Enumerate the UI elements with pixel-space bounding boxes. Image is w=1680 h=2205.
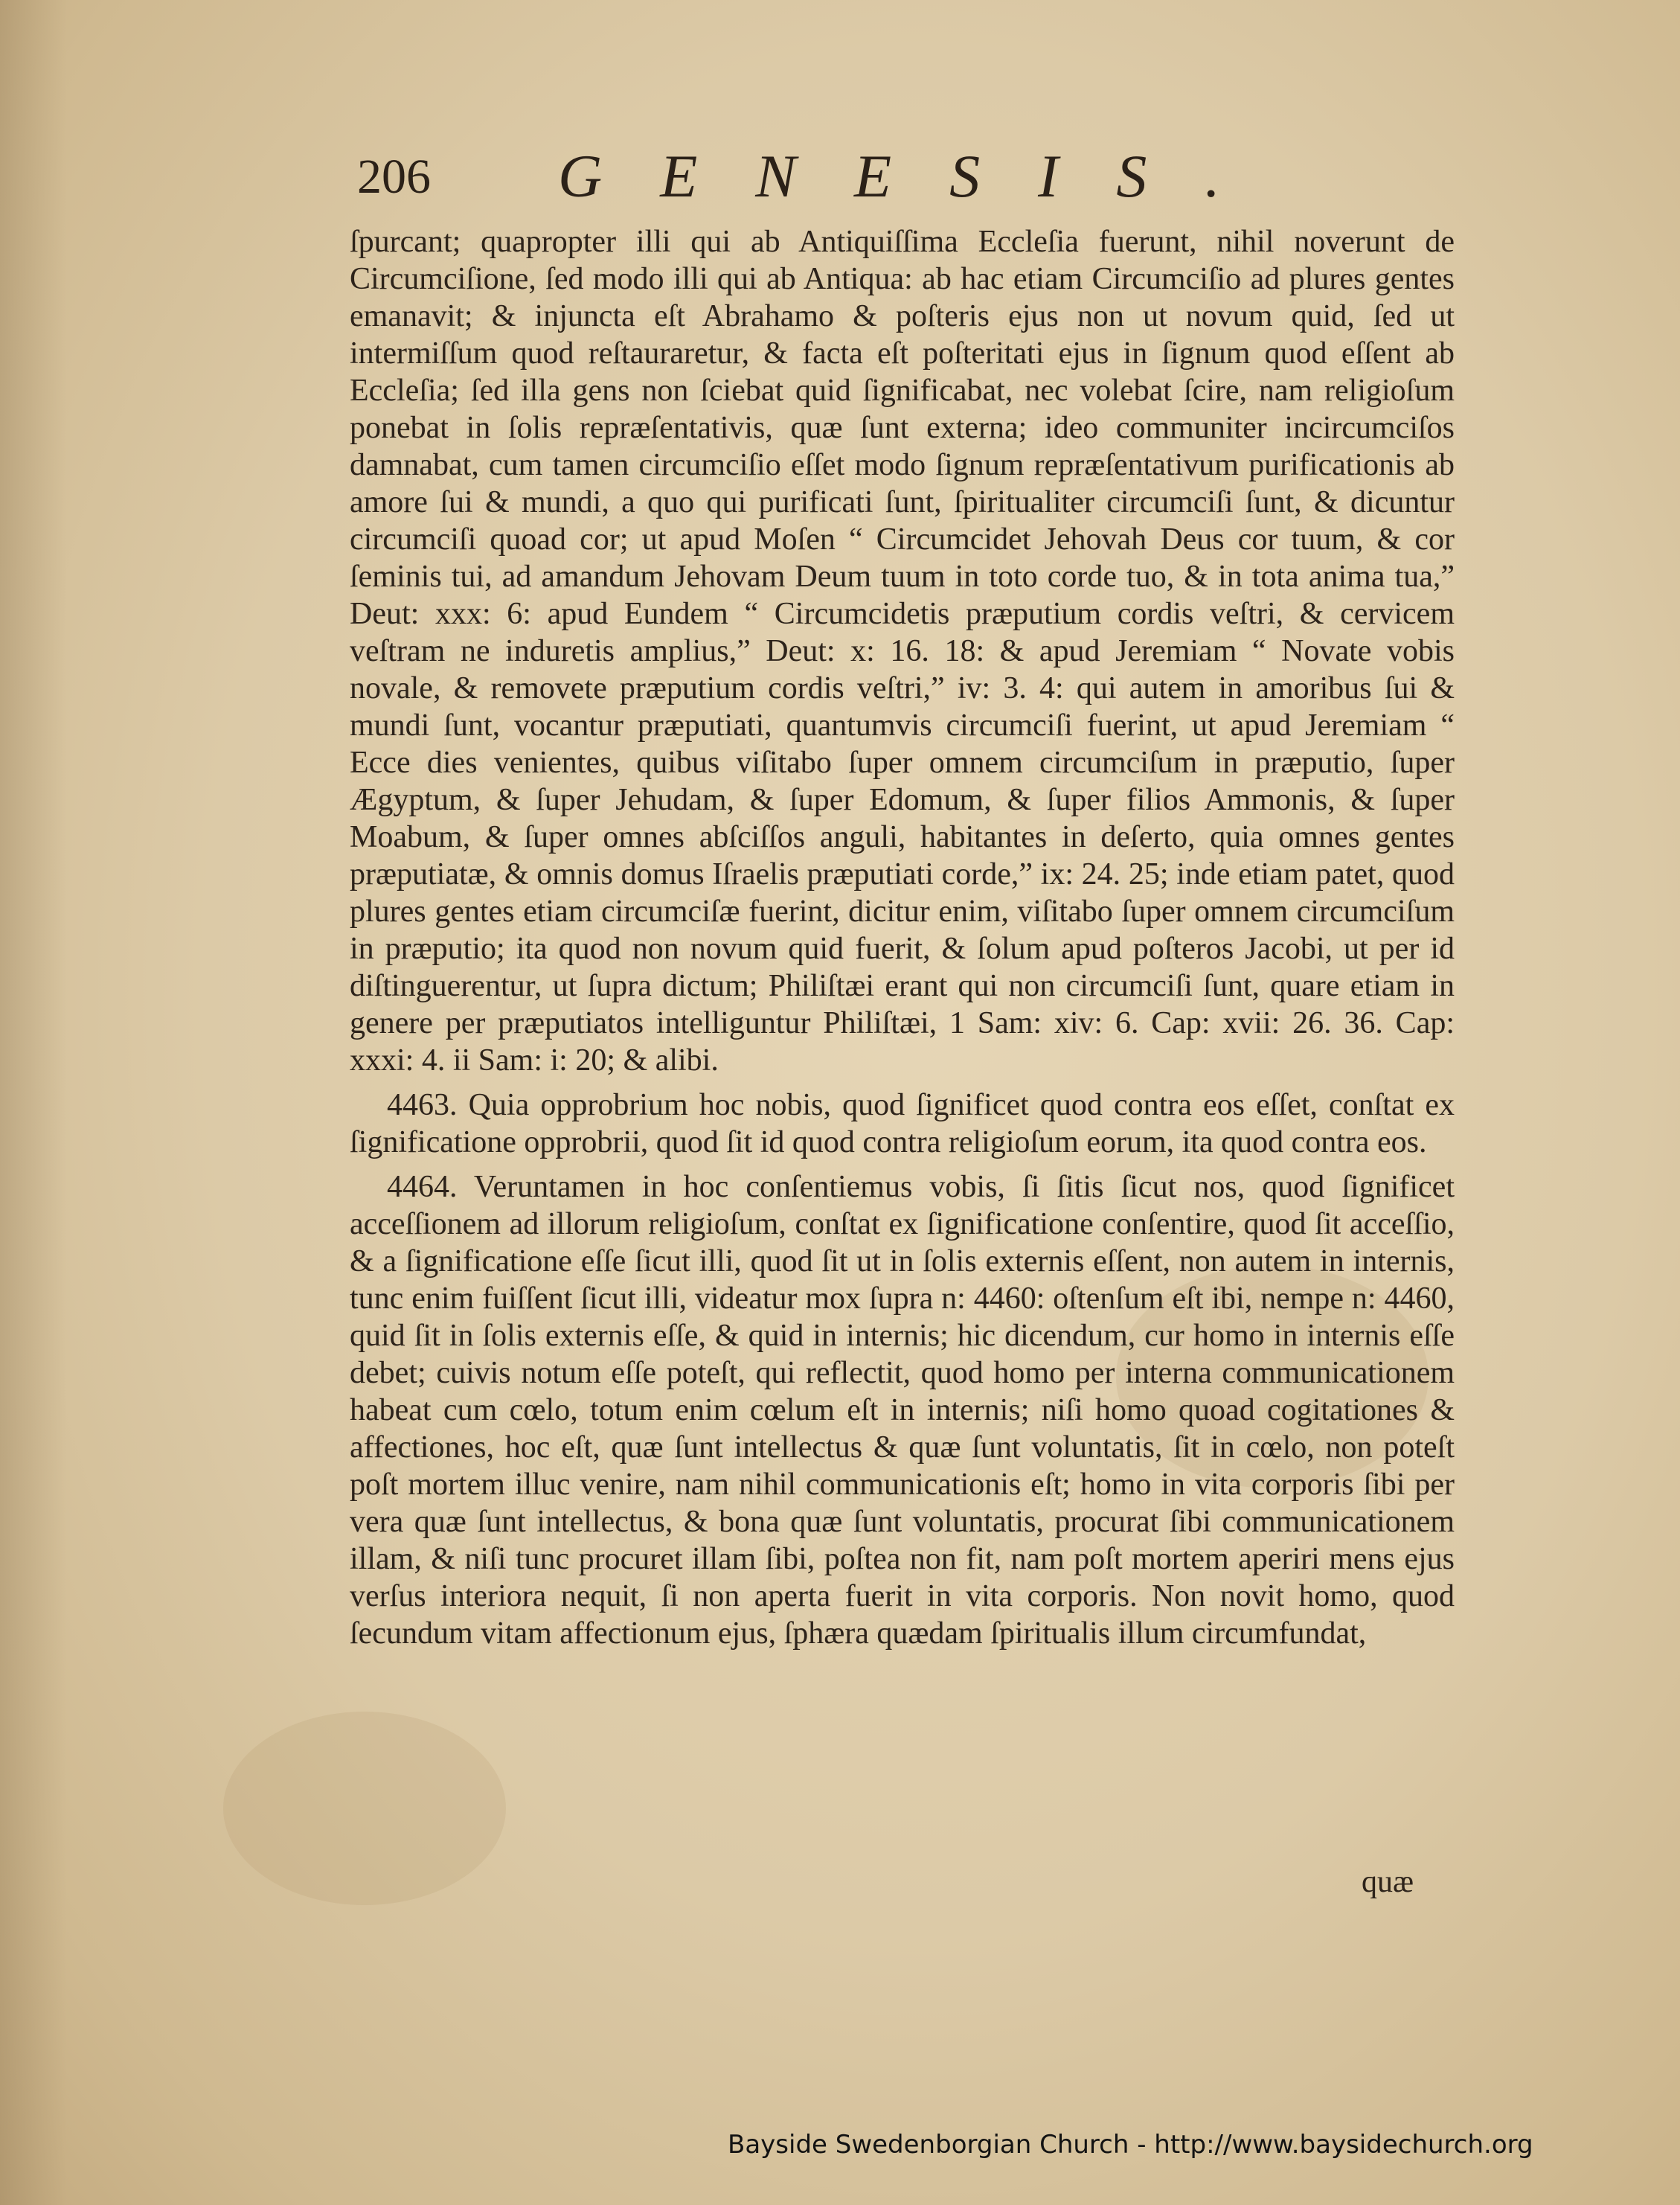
- paragraph-continued: ſpurcant; quapropter illi qui ab Antiquiſſima Eccleſia fuerunt, nihil noverunt de Circumciſione, ſed modo illi qui ab Antiqua: ab hac etiam Circumciſio ad plures gentes emanavit; & injuncta eſt Abrahamo & poſteris ejus non ut novum quid, ſed ut intermiſſum quod reſtauraretur, & facta eſt poſteritati ejus in ſignum quod eſſent ab Eccleſia; ſed illa gens non ſciebat quid ſignificabat, nec volebat ſcire, nam religioſum ponebat in ſolis repræſentativis, quæ ſunt externa; ideo communiter incircumciſos damnabat, cum tamen circumciſio eſſet modo ſignum repræſentativum purificationis ab amore ſui & mundi, a quo qui purificati ſunt, ſpiritualiter circumciſi ſunt, & dicuntur circumciſi quoad cor; ut apud Moſen “ Circumcidet Jehovah Deus cor tuum, & cor ſeminis tui, ad amandum Jehovam Deum tuum in toto corde tuo, & in tota anima tua,” Deut: xxx: 6: apud Eundem “ Circumcidetis præputium cordis veſtri, & cervicem veſtram ne induretis amplius,” Deut: x: 16. 18: & apud Jeremiam “ Novate vobis novale, & removete præputium cordis veſtri,” iv: 3. 4: qui autem in amoribus ſui & mundi ſunt, vocantur præputiati, quantumvis circumciſi fuerint, ut apud Jeremiam “ Ecce dies venientes, quibus viſitabo ſuper omnem circumciſum in præputio, ſuper Ægyptum, & ſuper Jehudam, & ſuper Edomum, & ſuper filios Ammonis, & ſuper Moabum, & ſuper omnes abſciſſos anguli, habitantes in deſerto, quia omnes gentes præputiatæ, & omnis domus Iſraelis præputiati corde,” ix: 24. 25; inde etiam patet, quod plures gentes etiam circumciſæ fuerint, dicitur enim, viſitabo ſuper omnem circumciſum in præputio; ita quod non novum quid fuerit, & ſolum apud poſteros Jacobi, ut per id diſtinguerentur, ut ſupra dictum; Philiſtæi erant qui non circumciſi ſunt, quare etiam in genere per præputiatos intelliguntur Philiſtæi, 1 Sam: xiv: 6. Cap: xvii: 26. 36. Cap: xxxi: 4. ii Sam: i: 20; & alibi.: [350, 225, 1455, 1078]
- running-title: GENESIS.: [558, 142, 1278, 210]
- site-watermark: Bayside Swedenborgian Church - http://www.baysidechurch.org: [728, 2130, 1533, 2160]
- paper-stain: [223, 1712, 506, 1905]
- main-text: [350, 223, 1455, 1652]
- page-number: 206: [357, 150, 431, 204]
- paragraph-4464: 4464. Veruntamen in hoc conſentiemus vobis, ſi ſitis ſicut nos, quod ſignificet acceſſionem ad illorum religioſum, conſtat ex ſignificatione conſentire, quod ſit acceſſio, & a ſignificatione eſſe ſicut illi, quod ſit ut in ſolis externis eſſent, non autem in internis, tunc enim fuiſſent ſicut illi, videatur mox ſupra n: 4460: oſtenſum eſt ibi, nempe n: 4460, quid ſit in ſolis externis eſſe, & quid in internis; hic dicendum, cur homo in internis eſſe debet; cuivis notum eſſe poteſt, qui reflectit, quod homo per interna communicationem habeat cum cœlo, totum enim cœlum eſt in internis; niſi homo quoad cogitationes & affectiones, hoc eſt, quæ ſunt intellectus & quæ ſunt voluntatis, ſit in cœlo, non poteſt poſt mortem illuc venire, nam nihil communicationis eſt; homo in vita corporis ſibi per vera quæ ſunt intellectus, & bona quæ ſunt voluntatis, procurat ſibi communicationem illam, & niſi tunc procuret illam ſibi, poſtea non fit, nam poſt mortem aperiri mens ejus verſus interiora nequit, ſi non aperta fuerit in vita corporis. Non novit homo, quod ſecundum vitam affectionum ejus, ſphæra quædam ſpiritualis illum circumfundat,: [350, 1170, 1455, 1651]
- catchword: quæ: [1362, 1865, 1414, 1899]
- page-edge-shadow: [0, 0, 67, 2205]
- paragraph-4463: 4463. Quia opprobrium hoc nobis, quod ſignificet quod contra eos eſſet, conſtat ex ſignificatione opprobrii, quod ſit id quod contra religioſum eorum, ita quod contra eos.: [350, 1088, 1455, 1159]
- page-header: [357, 141, 1278, 223]
